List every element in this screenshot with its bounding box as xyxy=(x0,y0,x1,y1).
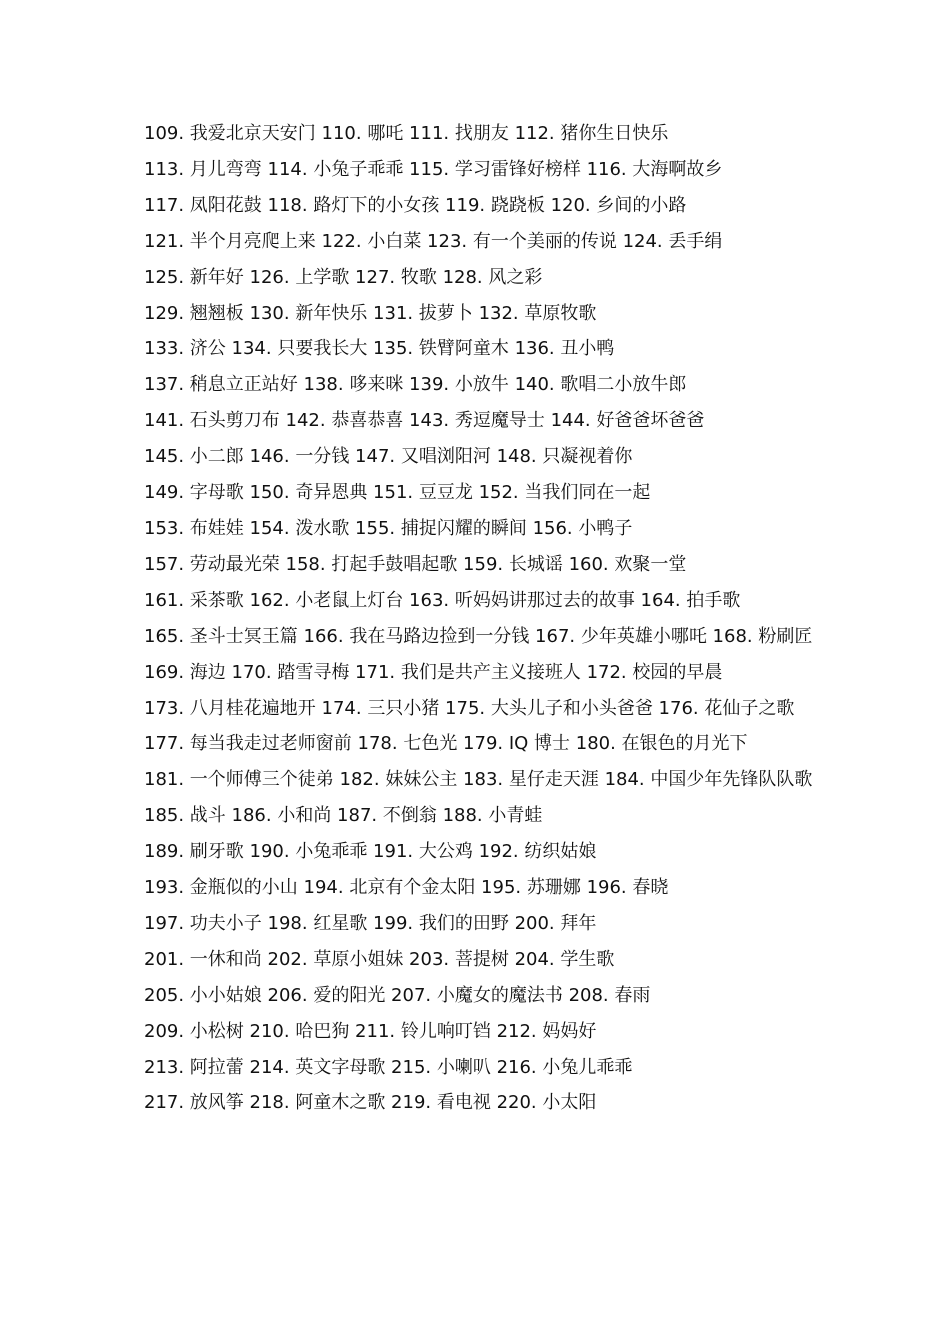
song-list xyxy=(144,116,814,1121)
song-paragraph: 121. 半个月亮爬上来 122. 小白菜 123. 有一个美丽的传说 124. 丢手绢 xyxy=(144,230,723,252)
song-paragraph: 169. 海边 170. 踏雪寻梅 171. 我们是共产主义接班人 172. 校园的早晨 xyxy=(144,661,723,683)
song-paragraph: 117. 凤阳花鼓 118. 路灯下的小女孩 119. 跷跷板 120. 乡间的小路 xyxy=(144,194,687,216)
song-paragraph: 189. 刷牙歌 190. 小兔乖乖 191. 大公鸡 192. 纺织姑娘 xyxy=(144,841,597,863)
song-paragraph: 141. 石头剪刀布 142. 恭喜恭喜 143. 秀逗魔导士 144. 好爸爸坏爸爸 xyxy=(144,410,705,432)
song-paragraph: 145. 小二郎 146. 一分钱 147. 又唱浏阳河 148. 只凝视着你 xyxy=(144,446,633,468)
song-paragraph: 113. 月儿弯弯 114. 小兔子乖乖 115. 学习雷锋好榜样 116. 大海啊故乡 xyxy=(144,158,723,180)
song-paragraph: 205. 小小姑娘 206. 爱的阳光 207. 小魔女的魔法书 208. 春雨 xyxy=(144,984,651,1006)
song-paragraph: 109. 我爱北京天安门 110. 哪吒 111. 找朋友 112. 猪你生日快乐 xyxy=(144,123,669,144)
song-paragraph: 193. 金瓶似的小山 194. 北京有个金太阳 195. 苏珊娜 196. 春晓 xyxy=(144,877,669,899)
song-paragraph: 165. 圣斗士冥王篇 166. 我在马路边捡到一分钱 167. 少年英雄小哪吒 168. 粉刷匠 xyxy=(144,625,813,647)
song-paragraph: 149. 字母歌 150. 奇异恩典 151. 豆豆龙 152. 当我们同在一起 xyxy=(144,482,651,504)
song-paragraph: 173. 八月桂花遍地开 174. 三只小猪 175. 大头儿子和小头爸爸 176. 花仙子之歌 xyxy=(144,697,795,719)
song-paragraph: 181. 一个师傅三个徒弟 182. 妹妹公主 183. 星仔走天涯 184. 中国少年先锋队队歌 xyxy=(144,769,813,791)
song-paragraph: 213. 阿拉蕾 214. 英文字母歌 215. 小喇叭 216. 小兔儿乖乖 xyxy=(144,1056,633,1078)
song-paragraph: 177. 每当我走过老师窗前 178. 七色光 179. IQ 博士 180. 在银色的月光下 xyxy=(144,733,748,755)
song-paragraph: 133. 济公 134. 只要我长大 135. 铁臂阿童木 136. 丑小鸭 xyxy=(144,338,615,360)
song-paragraph: 201. 一休和尚 202. 草原小姐妹 203. 菩提树 204. 学生歌 xyxy=(144,948,615,970)
song-paragraph: 125. 新年好 126. 上学歌 127. 牧歌 128. 风之彩 xyxy=(144,266,543,288)
song-paragraph: 153. 布娃娃 154. 泼水歌 155. 捕捉闪耀的瞬间 156. 小鸭子 xyxy=(144,517,633,539)
song-paragraph: 217. 放风筝 218. 阿童木之歌 219. 看电视 220. 小太阳 xyxy=(144,1092,597,1114)
song-paragraph: 209. 小松树 210. 哈巴狗 211. 铃儿响叮铛 212. 妈妈好 xyxy=(144,1020,597,1042)
song-paragraph: 161. 采茶歌 162. 小老鼠上灯台 163. 听妈妈讲那过去的故事 164. 拍手歌 xyxy=(144,589,741,611)
song-paragraph: 157. 劳动最光荣 158. 打起手鼓唱起歌 159. 长城谣 160. 欢聚一堂 xyxy=(144,553,687,575)
song-paragraph: 137. 稍息立正站好 138. 哆来咪 139. 小放牛 140. 歌唱二小放牛郎 xyxy=(144,374,687,396)
song-paragraph: 197. 功夫小子 198. 红星歌 199. 我们的田野 200. 拜年 xyxy=(144,912,597,934)
song-paragraph: 129. 翘翘板 130. 新年快乐 131. 拔萝卜 132. 草原牧歌 xyxy=(144,302,597,324)
song-paragraph: 185. 战斗 186. 小和尚 187. 不倒翁 188. 小青蛙 xyxy=(144,805,543,827)
